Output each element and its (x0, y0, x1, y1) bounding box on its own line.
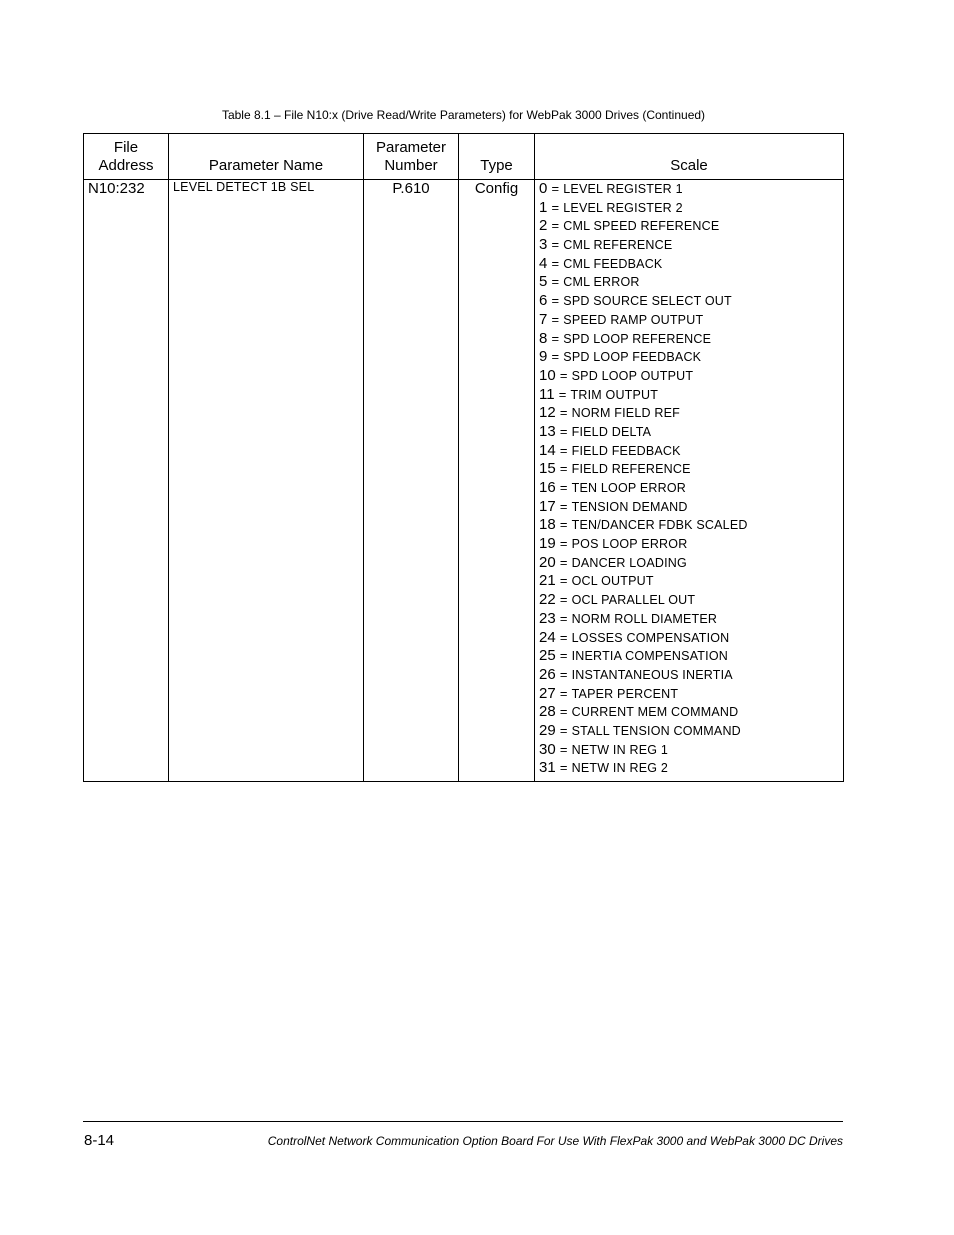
scale-label: CML REFERENCE (563, 238, 673, 253)
scale-list-item (539, 703, 839, 722)
scale-label: CURRENT MEM COMMAND (571, 705, 739, 720)
scale-list-item (539, 367, 839, 386)
footer-rule (83, 1121, 843, 1122)
scale-list-item (539, 498, 839, 517)
scale-list-item (539, 535, 839, 554)
scale-equals: = (559, 423, 568, 439)
table-row (84, 180, 844, 782)
footer-title: ControlNet Network Communication Option Board For Use With FlexPak 3000 and WebPak 3000 DC Drives (267, 1134, 843, 1148)
scale-label: TEN/DANCER FDBK SCALED (571, 518, 748, 533)
scale-equals: = (559, 610, 568, 626)
scale-label: SPD LOOP FEEDBACK (563, 350, 702, 365)
cell-scale (535, 180, 844, 782)
scale-list-item (539, 273, 839, 292)
scale-label: TRIM OUTPUT (570, 387, 659, 402)
scale-label: OCL PARALLEL OUT (571, 593, 696, 608)
scale-label: SPD LOOP REFERENCE (563, 331, 712, 346)
scale-label: CML FEEDBACK (563, 256, 663, 271)
scale-list-item (539, 666, 839, 685)
table-header-row (84, 134, 844, 180)
scale-list-item (539, 479, 839, 498)
scale-value: 11 (539, 385, 555, 403)
scale-equals: = (559, 648, 568, 664)
scale-equals: = (551, 330, 560, 346)
scale-list-item (539, 610, 839, 629)
scale-value: 1 (539, 198, 548, 216)
scale-value: 20 (539, 553, 556, 571)
scale-list-item (539, 348, 839, 367)
scale-label: SPD LOOP OUTPUT (571, 368, 694, 383)
scale-equals: = (559, 685, 568, 701)
scale-value: 22 (539, 591, 556, 609)
scale-label: FIELD REFERENCE (571, 462, 691, 477)
scale-label: NETW IN REG 1 (571, 742, 668, 757)
scale-label: TEN LOOP ERROR (571, 481, 687, 495)
scale-equals: = (559, 704, 568, 720)
scale-list-item (539, 572, 839, 591)
header-parameter-name-text: Parameter Name (208, 157, 324, 174)
header-file-address-line2: Address (98, 157, 154, 174)
scale-label: CML ERROR (563, 275, 640, 290)
scale-equals: = (559, 722, 568, 738)
page-number: 8-14 (84, 1132, 115, 1149)
parameter-table (83, 133, 844, 782)
scale-equals: = (551, 311, 560, 327)
scale-value: 26 (539, 665, 556, 683)
scale-list-item (539, 423, 839, 442)
scale-value: 17 (539, 497, 556, 515)
scale-value: 21 (539, 572, 556, 590)
scale-list-item (539, 647, 839, 666)
scale-equals: = (551, 218, 560, 234)
scale-equals: = (559, 405, 568, 421)
scale-list-item (539, 217, 839, 236)
scale-list-item (539, 199, 839, 218)
scale-list-item (539, 442, 839, 461)
scale-label: LEVEL REGISTER 1 (563, 182, 683, 196)
header-parameter-name (169, 134, 364, 180)
scale-label: LEVEL REGISTER 2 (563, 200, 683, 215)
header-parameter-number-line2: Number (384, 157, 438, 174)
scale-label: STALL TENSION COMMAND (571, 723, 741, 738)
scale-value: 4 (539, 254, 548, 272)
scale-value: 0 (539, 180, 548, 197)
scale-value: 19 (539, 535, 556, 553)
header-scale-text: Scale (670, 157, 708, 174)
scale-list-item (539, 741, 839, 760)
scale-value: 12 (539, 404, 556, 422)
scale-label: NORM FIELD REF (571, 406, 680, 421)
scale-value: 27 (539, 684, 556, 702)
scale-list-item (539, 236, 839, 255)
scale-list-item (539, 386, 839, 405)
scale-list-item (539, 404, 839, 423)
scale-label: CML SPEED REFERENCE (563, 219, 720, 234)
scale-equals: = (551, 237, 560, 253)
scale-list-item (539, 759, 839, 778)
table-caption: Table 8.1 – File N10:x (Drive Read/Write Parameters) for WebPak 3000 Drives (Continued) (221, 108, 706, 122)
scale-equals: = (559, 573, 568, 589)
scale-value: 6 (539, 292, 548, 310)
header-parameter-number-line1: Parameter (375, 139, 447, 156)
scale-label: NETW IN REG 2 (571, 761, 668, 776)
scale-equals: = (551, 181, 560, 196)
scale-list-item (539, 554, 839, 573)
scale-value: 23 (539, 609, 556, 627)
scale-list-item (539, 330, 839, 349)
scale-value: 2 (539, 217, 548, 235)
header-file-address (84, 134, 169, 180)
scale-label: TENSION DEMAND (571, 499, 688, 514)
scale-list-item (539, 180, 839, 199)
scale-equals: = (551, 349, 560, 365)
scale-value: 10 (539, 366, 556, 384)
scale-equals: = (559, 741, 568, 757)
scale-list-item (539, 591, 839, 610)
header-type-text: Type (480, 157, 513, 174)
header-file-address-line1: File (113, 139, 139, 156)
scale-value: 24 (539, 628, 556, 646)
scale-value: 29 (539, 721, 556, 739)
scale-value: 9 (539, 348, 548, 366)
scale-list-item (539, 629, 839, 648)
header-parameter-number (364, 134, 459, 180)
scale-equals: = (559, 442, 568, 458)
scale-equals: = (559, 517, 568, 533)
scale-label: DANCER LOADING (571, 555, 687, 570)
scale-list (539, 180, 839, 778)
scale-equals: = (551, 255, 560, 271)
scale-label: INERTIA COMPENSATION (571, 649, 728, 664)
scale-list-item (539, 722, 839, 741)
scale-label: INSTANTANEOUS INERTIA (571, 667, 733, 682)
scale-list-item (539, 685, 839, 704)
scale-value: 31 (539, 759, 556, 777)
scale-equals: = (558, 386, 567, 402)
scale-list-item (539, 311, 839, 330)
scale-value: 16 (539, 479, 556, 496)
scale-equals: = (551, 199, 560, 215)
scale-equals: = (551, 293, 560, 309)
scale-value: 28 (539, 703, 556, 721)
scale-label: OCL OUTPUT (571, 574, 654, 589)
scale-equals: = (559, 461, 568, 477)
scale-value: 14 (539, 441, 556, 459)
scale-equals: = (559, 536, 568, 552)
scale-equals: = (559, 629, 568, 645)
cell-parameter-number: P.610 (364, 180, 459, 782)
scale-value: 15 (539, 460, 556, 478)
scale-equals: = (559, 367, 568, 383)
scale-list-item (539, 255, 839, 274)
cell-file-address: N10:232 (84, 180, 169, 782)
scale-equals: = (559, 480, 568, 495)
scale-label: POS LOOP ERROR (571, 537, 688, 552)
scale-value: 25 (539, 647, 556, 665)
scale-label: NORM ROLL DIAMETER (571, 611, 718, 626)
scale-value: 13 (539, 422, 556, 440)
header-type (459, 134, 535, 180)
scale-value: 7 (539, 310, 548, 328)
scale-label: SPEED RAMP OUTPUT (563, 312, 704, 327)
scale-value: 30 (539, 740, 556, 758)
scale-equals: = (551, 274, 560, 290)
scale-equals: = (559, 760, 568, 776)
scale-label: TAPER PERCENT (571, 686, 679, 701)
scale-equals: = (559, 554, 568, 570)
scale-list-item (539, 516, 839, 535)
scale-value: 5 (539, 273, 548, 291)
scale-label: LOSSES COMPENSATION (571, 630, 730, 645)
scale-value: 8 (539, 329, 548, 347)
scale-equals: = (559, 666, 568, 682)
scale-list-item (539, 460, 839, 479)
scale-equals: = (559, 498, 568, 514)
scale-value: 18 (539, 516, 556, 534)
scale-label: SPD SOURCE SELECT OUT (563, 294, 732, 309)
scale-label: FIELD DELTA (571, 424, 652, 439)
scale-value: 3 (539, 236, 548, 254)
cell-type: Config (459, 180, 535, 782)
scale-list-item (539, 292, 839, 311)
header-scale (535, 134, 844, 180)
cell-parameter-name: LEVEL DETECT 1B SEL (169, 180, 364, 782)
scale-label: FIELD FEEDBACK (571, 443, 681, 458)
scale-equals: = (559, 592, 568, 608)
